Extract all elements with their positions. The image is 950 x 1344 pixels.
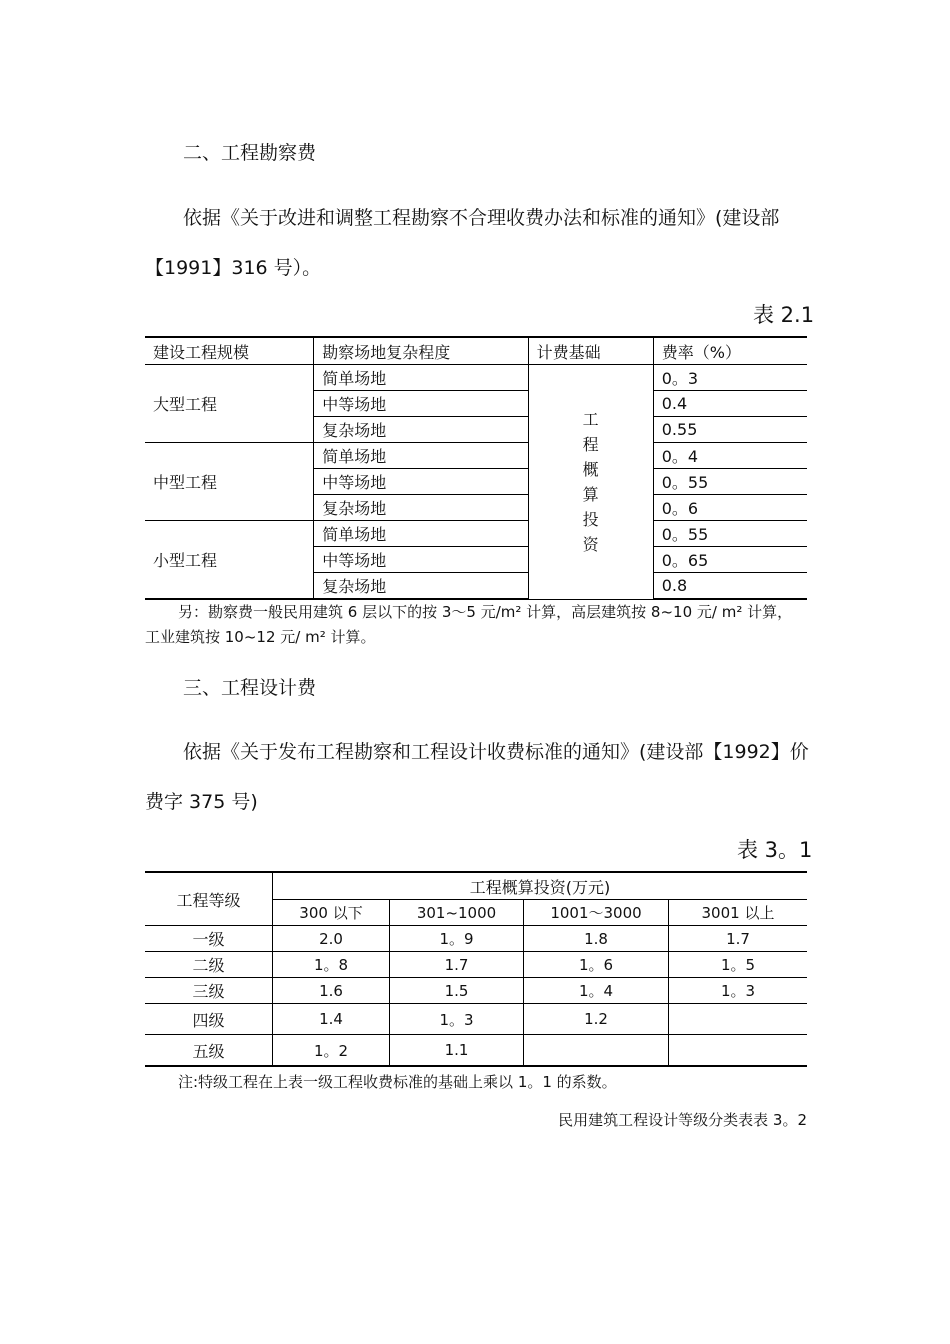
- section2-heading: 二、工程勘察费: [183, 142, 317, 164]
- site-cell: 简单场地: [314, 443, 528, 469]
- table-row: [145, 952, 807, 978]
- value-cell: 1.4: [273, 1004, 390, 1035]
- range-header: 301~1000: [390, 900, 524, 926]
- table-row: [145, 1004, 807, 1035]
- table-2-1-caption: 表 2.1: [753, 303, 815, 327]
- basis-vertical-text: 工程概算投资: [582, 409, 599, 554]
- site-cell: 复杂场地: [314, 417, 528, 443]
- value-cell: 1。2: [273, 1035, 390, 1067]
- level-cell: 一级: [145, 926, 273, 952]
- section3-heading: 三、工程设计费: [183, 677, 317, 699]
- scale-cell: 大型工程: [145, 365, 314, 443]
- table-3-1-caption: 表 3。1: [737, 838, 813, 862]
- value-cell: 1.7: [669, 926, 808, 952]
- table-row: [145, 521, 807, 547]
- value-cell: 1.8: [524, 926, 669, 952]
- header-site-complexity: 勘察场地复杂程度: [314, 337, 528, 365]
- header-level: 工程等级: [145, 872, 273, 926]
- section3-paragraph-line2: 费字 375 号): [145, 791, 258, 813]
- value-cell: [669, 1035, 808, 1067]
- value-cell: [524, 1035, 669, 1067]
- table-3-2-caption: 民用建筑工程设计等级分类表表 3。2: [558, 1111, 807, 1129]
- value-cell: 1。4: [524, 978, 669, 1004]
- scale-cell: 中型工程: [145, 443, 314, 521]
- table-row: [145, 443, 807, 469]
- table-row: [145, 926, 807, 952]
- value-cell: 1。8: [273, 952, 390, 978]
- section2-paragraph-line2: 【1991】316 号）。: [145, 257, 322, 279]
- value-cell: 1.1: [390, 1035, 524, 1067]
- value-cell: 1。3: [390, 1004, 524, 1035]
- header-investment: 工程概算投资(万元): [273, 872, 808, 900]
- rate-cell: 0。55: [653, 521, 807, 547]
- value-cell: 1。9: [390, 926, 524, 952]
- value-cell: 2.0: [273, 926, 390, 952]
- range-header: 1001～3000: [524, 900, 669, 926]
- fee-rate-table: [145, 336, 807, 600]
- site-cell: 简单场地: [314, 365, 528, 391]
- header-basis: 计费基础: [528, 337, 653, 365]
- value-cell: 1.6: [273, 978, 390, 1004]
- value-cell: 1。6: [524, 952, 669, 978]
- site-cell: 中等场地: [314, 547, 528, 573]
- value-cell: [669, 1004, 808, 1035]
- rate-cell: 0。4: [653, 443, 807, 469]
- table-row: [145, 1035, 807, 1067]
- site-cell: 中等场地: [314, 391, 528, 417]
- header-rate: 费率（%）: [653, 337, 807, 365]
- level-cell: 五级: [145, 1035, 273, 1067]
- table-row: [145, 978, 807, 1004]
- rate-cell: 0.4: [653, 391, 807, 417]
- range-header: 300 以下: [273, 900, 390, 926]
- design-fee-table: [145, 871, 807, 1067]
- value-cell: 1.7: [390, 952, 524, 978]
- table-header-row: [145, 872, 807, 900]
- rate-cell: 0.55: [653, 417, 807, 443]
- value-cell: 1.2: [524, 1004, 669, 1035]
- design-fee-note: 注:特级工程在上表一级工程收费标准的基础上乘以 1。1 的系数。: [178, 1073, 617, 1091]
- value-cell: 1.5: [390, 978, 524, 1004]
- level-cell: 三级: [145, 978, 273, 1004]
- section2-paragraph-line1: 依据《关于改进和调整工程勘察不合理收费办法和标准的通知》(建设部: [183, 207, 780, 229]
- site-cell: 中等场地: [314, 469, 528, 495]
- survey-fee-note-line2: 工业建筑按 10~12 元/ m² 计算。: [145, 628, 376, 646]
- level-cell: 四级: [145, 1004, 273, 1035]
- rate-cell: 0。3: [653, 365, 807, 391]
- basis-cell: [528, 365, 653, 600]
- value-cell: 1。5: [669, 952, 808, 978]
- value-cell: 1。3: [669, 978, 808, 1004]
- site-cell: 复杂场地: [314, 573, 528, 600]
- site-cell: 复杂场地: [314, 495, 528, 521]
- level-cell: 二级: [145, 952, 273, 978]
- scale-cell: 小型工程: [145, 521, 314, 600]
- section3-paragraph-line1: 依据《关于发布工程勘察和工程设计收费标准的通知》(建设部【1992】价: [183, 741, 809, 763]
- range-header: 3001 以上: [669, 900, 808, 926]
- site-cell: 简单场地: [314, 521, 528, 547]
- rate-cell: 0。6: [653, 495, 807, 521]
- table-header-row: [145, 337, 807, 365]
- rate-cell: 0。55: [653, 469, 807, 495]
- header-scale: 建设工程规模: [145, 337, 314, 365]
- rate-cell: 0.8: [653, 573, 807, 600]
- rate-cell: 0。65: [653, 547, 807, 573]
- table-row: [145, 365, 807, 391]
- survey-fee-note-line1: 另：勘察费一般民用建筑 6 层以下的按 3～5 元/m² 计算，高层建筑按 8~10 元/ m² 计算，: [178, 603, 793, 621]
